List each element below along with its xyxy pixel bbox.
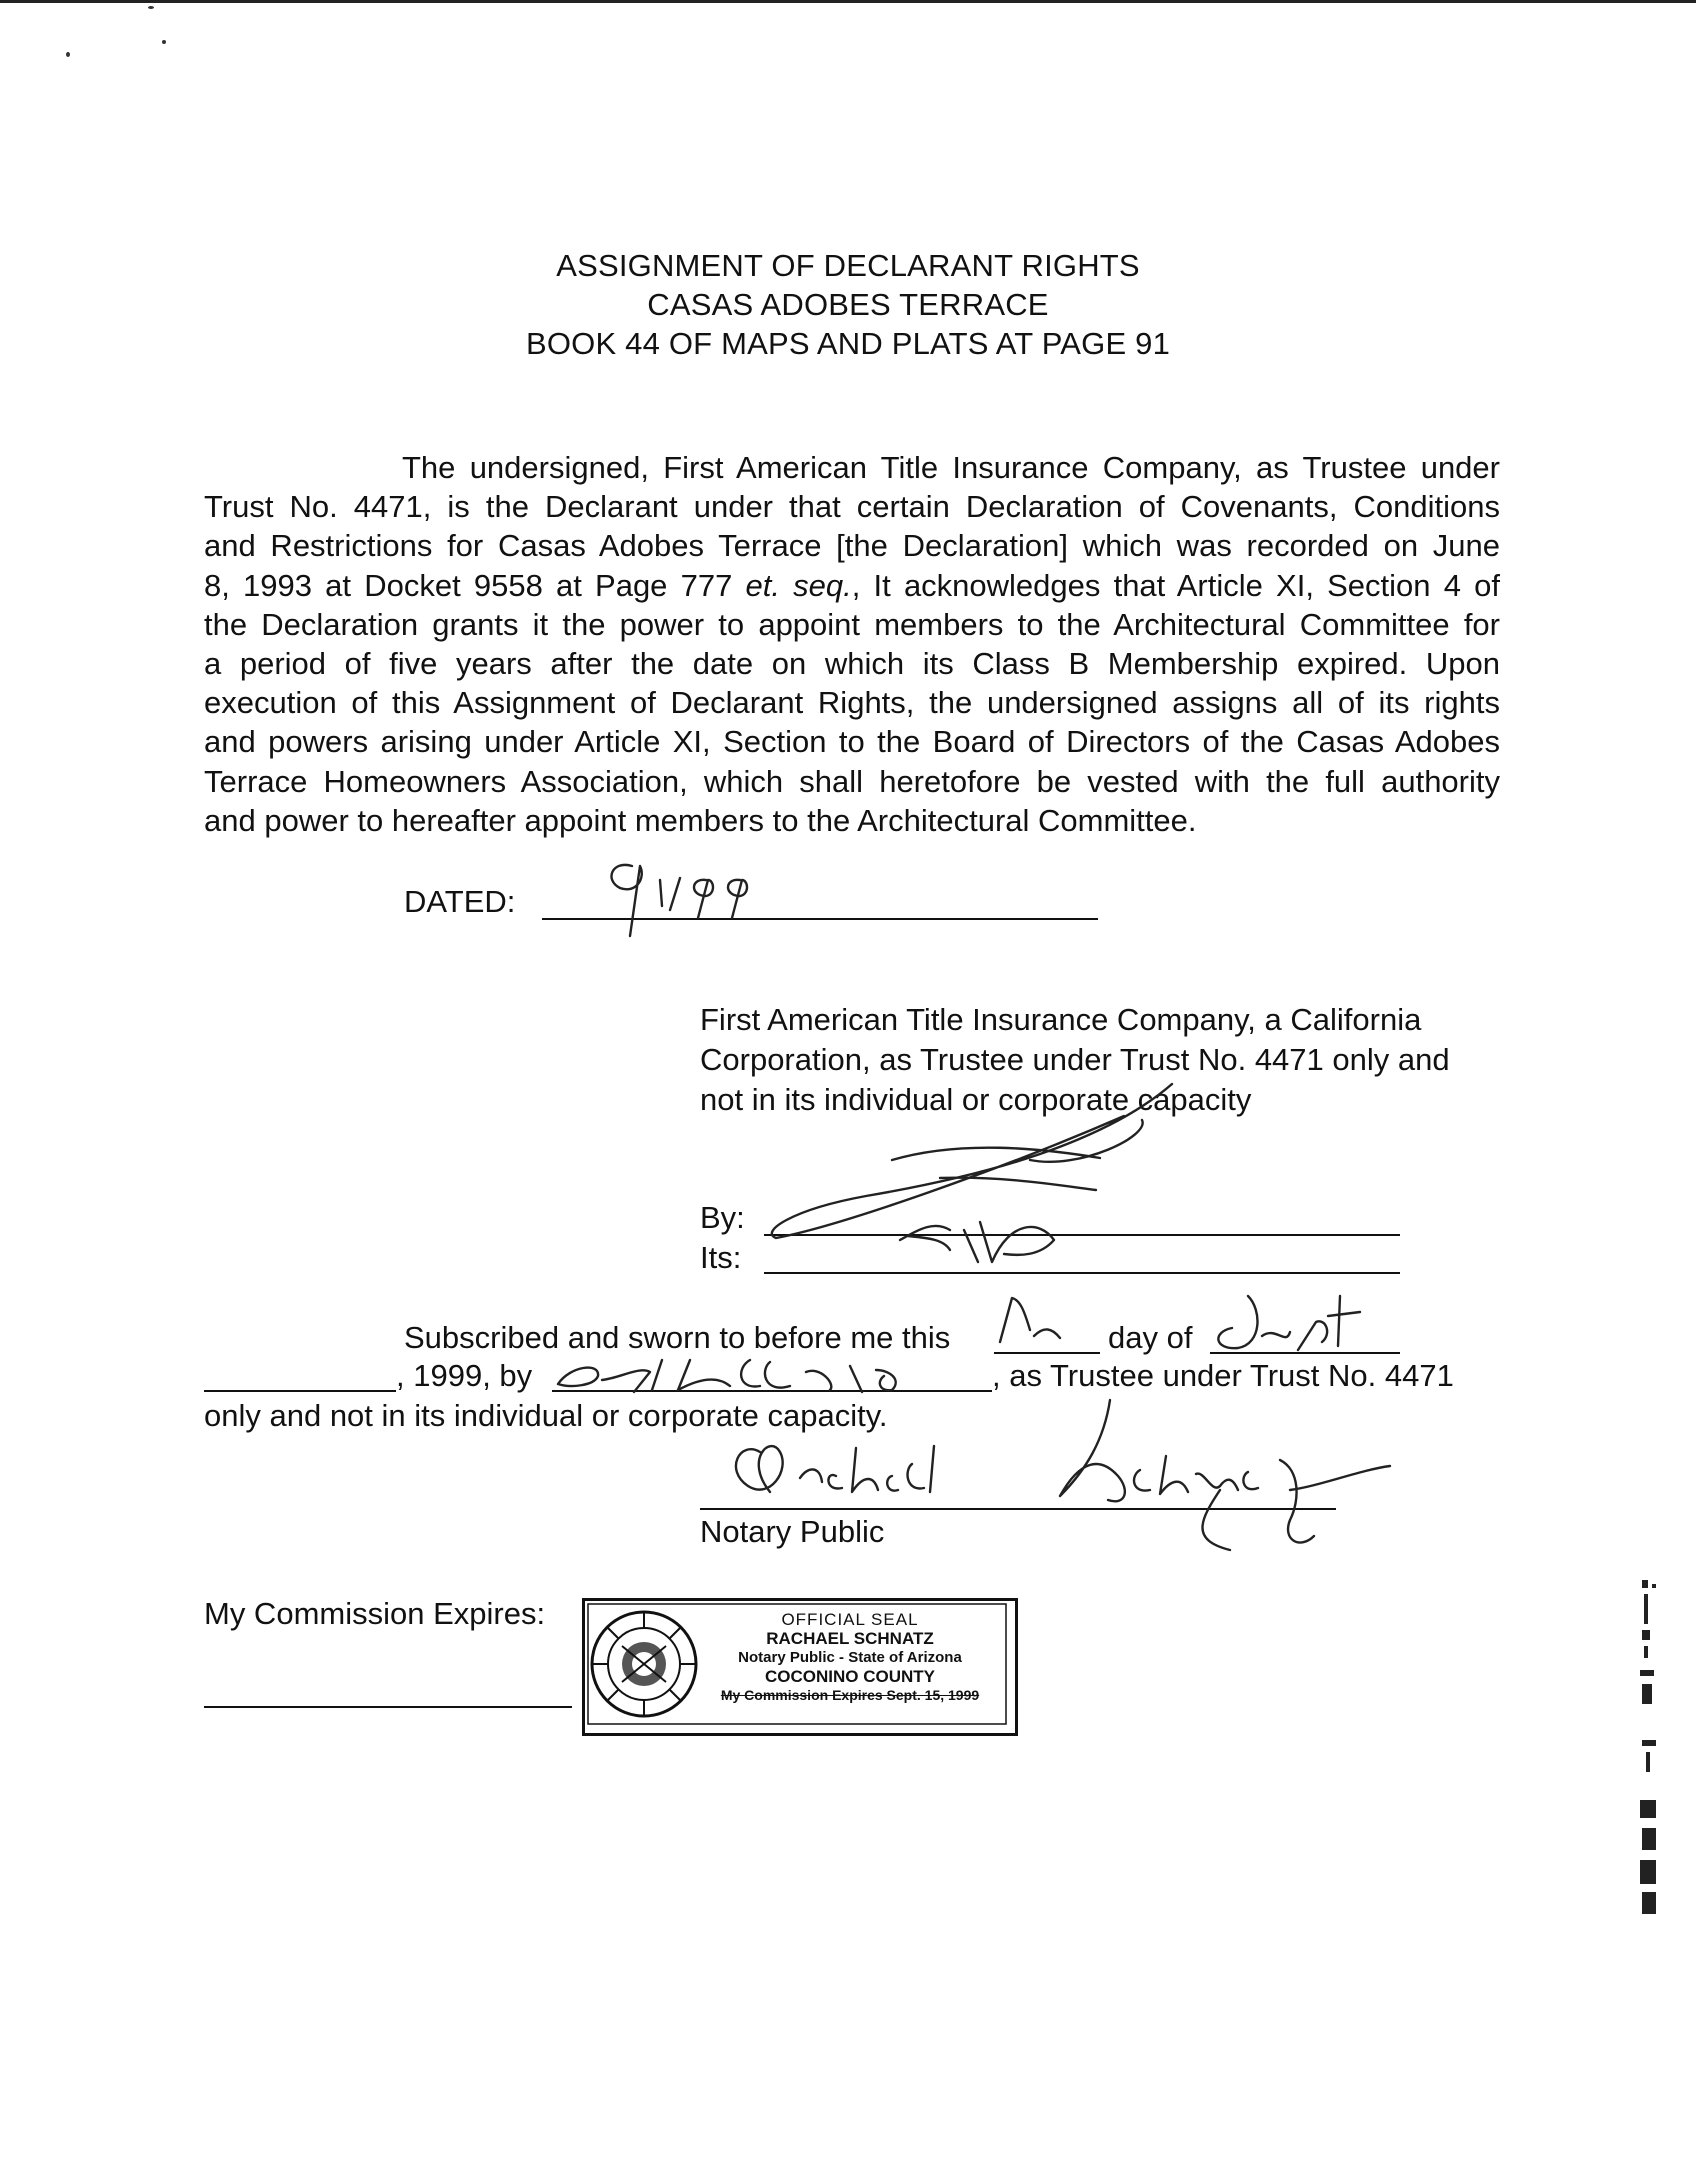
signatory-line: not in its individual or corporate capacity [700,1082,1252,1117]
dated-handwritten-mark [728,880,747,918]
paragraph-line: Terrace Homeowners Association, which shall heretofore be vested with the full authority [204,763,1500,799]
paragraph-line [204,566,1500,605]
paragraph-line: The undersigned, First American Title Insurance Company, as Trustee under [402,450,1500,485]
subscription-text: , 1999, by [396,1358,533,1393]
seal-text-line: RACHAEL SCHNATZ [766,1629,934,1648]
scan-speck [148,6,154,9]
subscription-text: Subscribed and sworn to before me this [404,1320,951,1355]
notary-signature-line [700,1508,1336,1510]
commission-blank-line [204,1706,572,1708]
seal-text-line: OFFICIAL SEAL [781,1610,919,1629]
notary-public-label: Notary Public [700,1514,885,1549]
scan-speck [66,52,70,57]
subscription-text: day of [1108,1320,1193,1355]
recording-number-stamp-icon [1630,1580,1670,1920]
paragraph-text: 8, 1993 at Docket 9558 at Page 777 [204,567,746,603]
subtitle-line: BOOK 44 OF MAPS AND PLATS AT PAGE 91 [525,326,1171,361]
seal-text-line: My Commission Expires Sept. 15, 1999 [720,1687,980,1703]
day-handwritten [1000,1298,1060,1342]
subtitle-line: CASAS ADOBES TERRACE [647,287,1049,322]
notary-signature-stroke [1060,1400,1390,1543]
notary-signature-stroke [736,1446,934,1492]
latin-phrase: et. seq. [745,567,852,603]
scan-speck [162,40,166,44]
dated-handwritten-mark [660,878,680,910]
by-signature-stroke [892,1148,1100,1160]
title-line: ASSIGNMENT OF DECLARANT RIGHTS [556,248,1140,283]
paragraph-line: Trust No. 4471, is the Declarant under that certain Declaration of Covenants, Conditions [204,489,1500,525]
paragraph-line: and powers arising under Article XI, Section to the Board of Directors of the Casas Adobes [204,724,1500,760]
by-label: By: [700,1200,745,1235]
by-signature-stroke [1030,1120,1143,1162]
dated-signature-line [542,918,1098,920]
signatory-line: Corporation, as Trustee under Trust No. 4471 only and [700,1042,1450,1077]
subscription-text: only and not in its individual or corporate capacity. [204,1398,888,1433]
paragraph-line: the Declaration grants it the power to appoint members to the Architectural Committee for [204,606,1500,642]
paragraph-line: and power to hereafter appoint members to the Architectural Committee. [204,802,1197,838]
scan-top-edge [0,0,1696,3]
dated-label: DATED: [404,884,516,919]
day-blank-line [994,1352,1100,1354]
paragraph-line: execution of this Assignment of Declarant Rights, the undersigned assigns all of its rights [204,685,1500,721]
by-signature-line [764,1234,1400,1236]
paragraph-line: a period of five years after the date on which its Class B Membership expired. Upon [204,646,1500,682]
its-label: Its: [700,1240,742,1275]
its-handwritten-title [964,1222,1054,1262]
paragraph-text: , It acknowledges that Article XI, Section 4 of [851,567,1500,603]
name-handwritten [558,1360,896,1392]
seal-text-line: COCONINO COUNTY [765,1667,935,1686]
year-blank-line [204,1390,396,1392]
its-handwritten-title [900,1226,950,1250]
subscription-text: , as Trustee under Trust No. 4471 [992,1358,1454,1393]
commission-expires-label: My Commission Expires: [204,1596,546,1631]
by-signature-stroke [940,1178,1096,1190]
signatory-line: First American Title Insurance Company, a California [700,1002,1422,1037]
its-signature-line [764,1272,1400,1274]
notary-signature-stroke [1203,1490,1231,1550]
document-title [0,246,1696,363]
name-blank-line [552,1390,992,1392]
paragraph-line: and Restrictions for Casas Adobes Terrace [the Declaration] which was recorded on June [204,528,1500,564]
month-blank-line [1210,1352,1400,1354]
month-handwritten [1218,1296,1360,1350]
seal-text-block [700,1610,1000,1705]
dated-handwritten-mark [611,865,641,936]
signatory-block [700,1000,1500,1120]
dated-handwritten-mark [694,880,713,918]
seal-text-line: Notary Public - State of Arizona [738,1649,962,1666]
assignment-paragraph [204,448,1500,840]
